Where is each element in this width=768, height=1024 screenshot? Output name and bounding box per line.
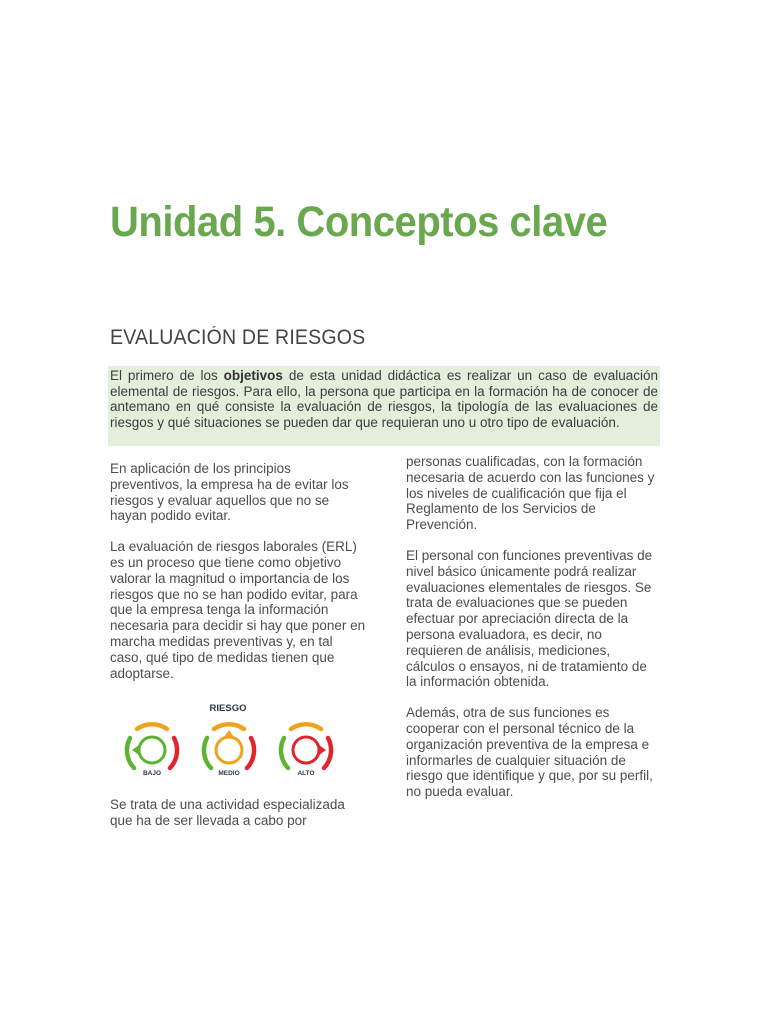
right-paragraph-3: Además, otra de sus funciones es cooperar con el personal técnico de la organización preventiva de la empresa e informarles de cualquier situación de riesgo que identifique y que, por su perfil, no pueda evaluar. [406, 705, 653, 800]
right-column [406, 454, 660, 815]
intro-bold-keyword: objetivos [223, 368, 283, 383]
left-paragraph-1: En aplicación de los principios preventivos, la empresa ha de evitar los riesgos y evaluar aquellos que no se hayan podido evitar. [110, 461, 349, 524]
risk-gauge-figure [112, 700, 342, 782]
gauge-high-icon [281, 724, 331, 777]
right-paragraph-1: personas cualificadas, con la formación necesaria de acuerdo con las funciones y los niveles de cualificación que fija el Reglamento de los Servicios de Prevención. [406, 454, 655, 533]
unit-title: Unidad 5. Conceptos clave [110, 198, 608, 246]
gauge-medium-label: MEDIO [218, 770, 240, 777]
left-column [110, 461, 366, 696]
risk-figure-title: RIESGO [209, 703, 247, 714]
gauge-low-icon [127, 724, 177, 777]
gauge-medium-icon [204, 724, 254, 777]
intro-highlight-box [108, 366, 660, 446]
left-paragraph-2: La evaluación de riesgos laborales (ERL) es un proceso que tiene como objetivo valorar la magnitud o importancia de los riesgos que no se han podido evitar, para que la empresa tenga la información necesaria para decidir si hay que poner en marcha medidas preventivas y, en tal caso, qué tipo de medidas tienen que adoptarse. [110, 539, 366, 681]
gauge-low-label: BAJO [142, 770, 162, 777]
right-paragraph-2: El personal con funciones preventivas de nivel básico únicamente podrá realizar evaluaciones elementales de riesgos. Se trata de evaluaciones que se pueden efectuar por apreciación directa de la persona evaluadora, es decir, no requieren de análisis, mediciones, cálculos o ensayos, ni de tratamiento de la información obtenida. [406, 547, 653, 690]
section-heading: EVALUACIÓN DE RIESGOS [110, 326, 366, 349]
left-paragraph-3: Se trata de una actividad especializada que ha de ser llevada a cabo por [110, 797, 345, 828]
intro-text-start: El primero de los [110, 368, 224, 383]
gauge-high-label: ALTO [297, 770, 315, 777]
intro-text-end: de esta unidad didáctica es realizar un caso de evaluación elemental de riesgos. Para ello, la persona que participa en la formación ha de conocer de antemano en qué consiste la evaluación de riesgos, la tipología de las evaluaciones de riesgos y qué situaciones se pueden dar que requieran uno u otro tipo de evaluación. [110, 368, 658, 430]
